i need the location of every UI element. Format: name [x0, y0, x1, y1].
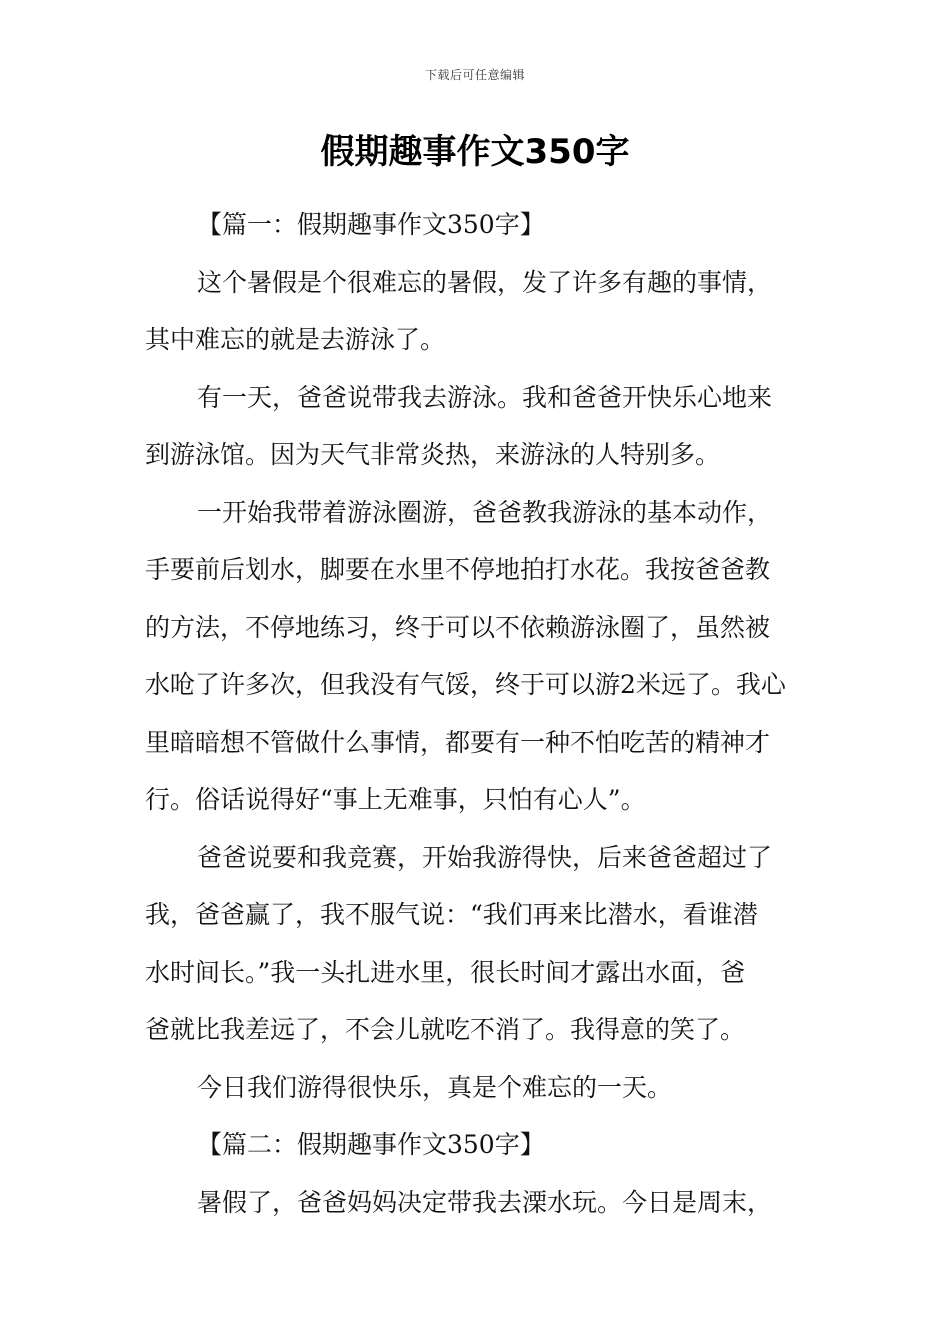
paragraph-line: 水时间长。”我一头扎进水里，很长时间才露出水面，爸 [145, 957, 746, 987]
paragraph-line: 的方法，不停地练习，终于可以不依赖游泳圈了，虽然被 [145, 612, 771, 642]
paragraph-line: 今日我们游得很快乐，真是个难忘的一天。 [197, 1072, 673, 1102]
paragraph-line: 爸爸说要和我竞赛，开始我游得快，后来爸爸超过了 [197, 842, 773, 872]
paragraph-line: 手要前后划水，脚要在水里不停地拍打水花。我按爸爸教 [145, 555, 771, 584]
paragraph-line: 里暗暗想不管做什么事情，都要有一种不怕吃苦的精神才 [145, 727, 771, 757]
paragraph-line: 暑假了，爸爸妈妈决定带我去溧水玩。今日是周末， [197, 1187, 773, 1217]
paragraph-line: 行。俗话说得好“事上无难事，只怕有心人”。 [145, 785, 646, 814]
paragraph-line: 一开始我带着游泳圈游，爸爸教我游泳的基本动作， [197, 497, 773, 527]
document-body [145, 196, 807, 1231]
section-heading: 【篇二：假期趣事作文350字】 [197, 1130, 545, 1159]
paragraph-line: 我，爸爸赢了，我不服气说：“我们再来比潜水，看谁潜 [145, 900, 758, 929]
paragraph-line: 这个暑假是个很难忘的暑假，发了许多有趣的事情， [197, 267, 773, 297]
paragraph-line: 有一天，爸爸说带我去游泳。我和爸爸开快乐心地来 [197, 382, 773, 412]
paragraph-line: 其中难忘的就是去游泳了。 [145, 325, 446, 354]
paragraph-line: 到游泳馆。因为天气非常炎热，来游泳的人特别多。 [145, 440, 721, 469]
header-note: 下载后可任意编辑 [424, 68, 525, 82]
paragraph-line: 水呛了许多次，但我没有气馁，终于可以游2米远了。我心 [145, 670, 786, 699]
section-heading: 【篇一：假期趣事作文350字】 [197, 210, 545, 239]
document-title: 假期趣事作文350字 [320, 132, 630, 172]
paragraph-line: 爸就比我差远了，不会儿就吃不消了。我得意的笑了。 [145, 1015, 746, 1044]
